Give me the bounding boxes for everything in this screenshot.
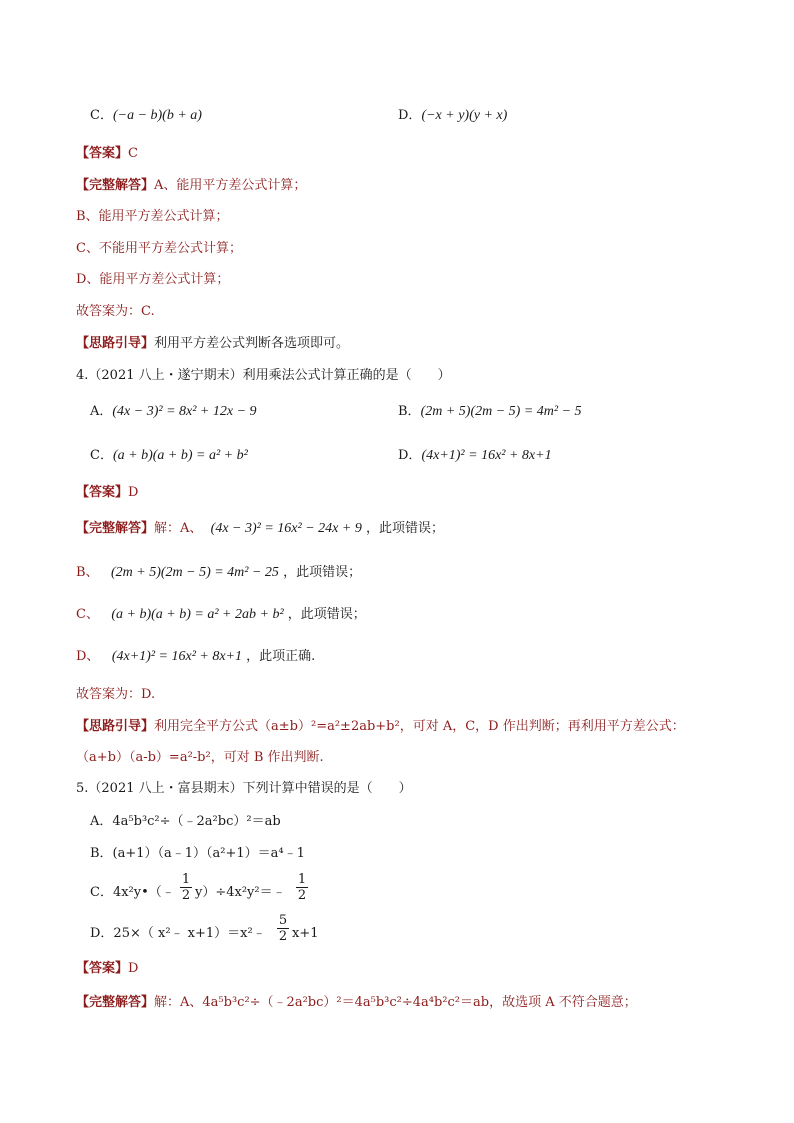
q5-option-d-tail: x+1 bbox=[292, 926, 319, 941]
q5-option-d: D．25×（ x²﹣ x+1）＝x²﹣ bbox=[90, 926, 266, 941]
solution-text: A、能用平方差公式计算； bbox=[154, 178, 307, 193]
solution-tail: ，此项正确. bbox=[246, 649, 316, 664]
q4-hint bbox=[76, 718, 685, 736]
solution-tag: 【完整解答】 bbox=[76, 995, 155, 1010]
solution-text: 解：A、4a⁵b³c²÷（﹣2a²bc）²＝4a⁵b³c²÷4a⁴b²c²＝ab，故选项 A 不符合题意； bbox=[154, 995, 637, 1010]
q5-solution bbox=[76, 994, 637, 1012]
fraction-denominator: 2 bbox=[278, 929, 288, 944]
fraction-one-half bbox=[180, 872, 192, 903]
option-text: C．4x²y•（﹣ bbox=[90, 885, 175, 900]
q4-solution-a bbox=[76, 520, 444, 538]
q4-hint-continued: （a+b）（a-b）=a²-b²，可对 B 作出判断. bbox=[76, 750, 324, 765]
q3-solution-b: B、能用平方差公式计算； bbox=[76, 209, 229, 224]
hint-tag: 【思路引导】 bbox=[76, 336, 155, 351]
option-label: C． bbox=[90, 108, 113, 123]
q4-solution-c bbox=[76, 606, 366, 624]
hint-text: 利用平方差公式判断各选项即可。 bbox=[154, 336, 350, 351]
q3-answer bbox=[76, 145, 138, 163]
solution-tail: ，此项错误； bbox=[287, 607, 366, 622]
solution-label: B、 bbox=[76, 565, 99, 580]
q5-option-b: B．(a+1）（a﹣1）（a²+1）＝a⁴﹣1 bbox=[90, 846, 305, 861]
math-expression: (4x+1)² = 16x² + 8x+1 bbox=[421, 448, 552, 463]
math-expression: (4x − 3)² = 16x² − 24x + 9 bbox=[210, 521, 362, 536]
hint-tag: 【思路引导】 bbox=[76, 719, 155, 734]
answer-value: C bbox=[128, 146, 138, 161]
answer-tag: 【答案】 bbox=[76, 485, 129, 500]
q3-solution-d: D、能用平方差公式计算； bbox=[76, 272, 230, 287]
q3-option-c bbox=[90, 107, 202, 125]
fraction-five-half bbox=[277, 913, 289, 944]
q4-option-a bbox=[90, 403, 257, 421]
q5-stem: 5.（2021 八上・富县期末）下列计算中错误的是（ ） bbox=[76, 781, 412, 796]
math-expression: (a + b)(a + b) = a² + b² bbox=[112, 448, 248, 463]
answer-tag: 【答案】 bbox=[76, 146, 129, 161]
q5-option-c bbox=[90, 884, 175, 902]
q3-conclusion: 故答案为：C. bbox=[76, 304, 155, 319]
math-expression: (2m + 5)(2m − 5) = 4m² − 5 bbox=[420, 404, 582, 419]
fraction-denominator: 2 bbox=[297, 888, 307, 903]
solution-tail: ，此项错误； bbox=[283, 565, 362, 580]
answer-tag: 【答案】 bbox=[76, 961, 129, 976]
q3-hint bbox=[76, 335, 349, 353]
fraction-denominator: 2 bbox=[181, 888, 191, 903]
q5-answer bbox=[76, 960, 138, 978]
option-label: D． bbox=[398, 448, 422, 463]
math-expression: (2m + 5)(2m − 5) = 4m² − 25 bbox=[110, 565, 279, 580]
q4-conclusion: 故答案为：D. bbox=[76, 687, 156, 702]
q4-option-d bbox=[398, 447, 552, 465]
math-expression: (a + b)(a + b) = a² + 2ab + b² bbox=[111, 607, 284, 622]
math-expression: (4x+1)² = 16x² + 8x+1 bbox=[111, 649, 242, 664]
hint-text: 利用完全平方公式（a±b）²=a²±2ab+b²，可对 A，C，D 作出判断；再利用平方差公式： bbox=[154, 719, 685, 734]
fraction-one-half-result bbox=[296, 872, 308, 903]
answer-value: D bbox=[128, 961, 139, 976]
option-label: D． bbox=[398, 108, 422, 123]
q5-option-a: A．4a⁵b³c²÷（﹣2a²bc）²＝ab bbox=[90, 814, 281, 829]
q4-solution-b bbox=[76, 564, 361, 582]
q3-option-d bbox=[398, 107, 507, 125]
option-label: B． bbox=[398, 404, 421, 419]
solution-tail: ，此项错误； bbox=[365, 521, 444, 536]
q4-option-c bbox=[90, 447, 248, 465]
answer-value: D bbox=[128, 485, 139, 500]
solution-label: D、 bbox=[76, 649, 100, 664]
q3-solution-c: C、不能用平方差公式计算； bbox=[76, 241, 242, 256]
fraction-numerator: 5 bbox=[278, 913, 288, 928]
q4-solution-d bbox=[76, 648, 315, 666]
solution-tag: 【完整解答】 bbox=[76, 178, 155, 193]
option-label: C． bbox=[90, 448, 113, 463]
math-expression: (−a − b)(b + a) bbox=[112, 108, 202, 123]
solution-tag: 【完整解答】 bbox=[76, 521, 155, 536]
math-expression: (−x + y)(y + x) bbox=[421, 108, 508, 123]
q4-option-b bbox=[398, 403, 582, 421]
q4-answer bbox=[76, 484, 138, 502]
q5-option-c-middle: y）÷4x²y²＝﹣ bbox=[195, 885, 286, 900]
q4-stem: 4.（2021 八上・遂宁期末）利用乘法公式计算正确的是（ ） bbox=[76, 368, 451, 383]
solution-prefix: 解：A、 bbox=[154, 521, 203, 536]
solution-label: C、 bbox=[76, 607, 99, 622]
math-expression: (4x − 3)² = 8x² + 12x − 9 bbox=[112, 404, 257, 419]
fraction-numerator: 1 bbox=[181, 872, 191, 887]
fraction-numerator: 1 bbox=[297, 872, 307, 887]
option-label: A． bbox=[90, 404, 113, 419]
q3-solution-a bbox=[76, 177, 306, 195]
